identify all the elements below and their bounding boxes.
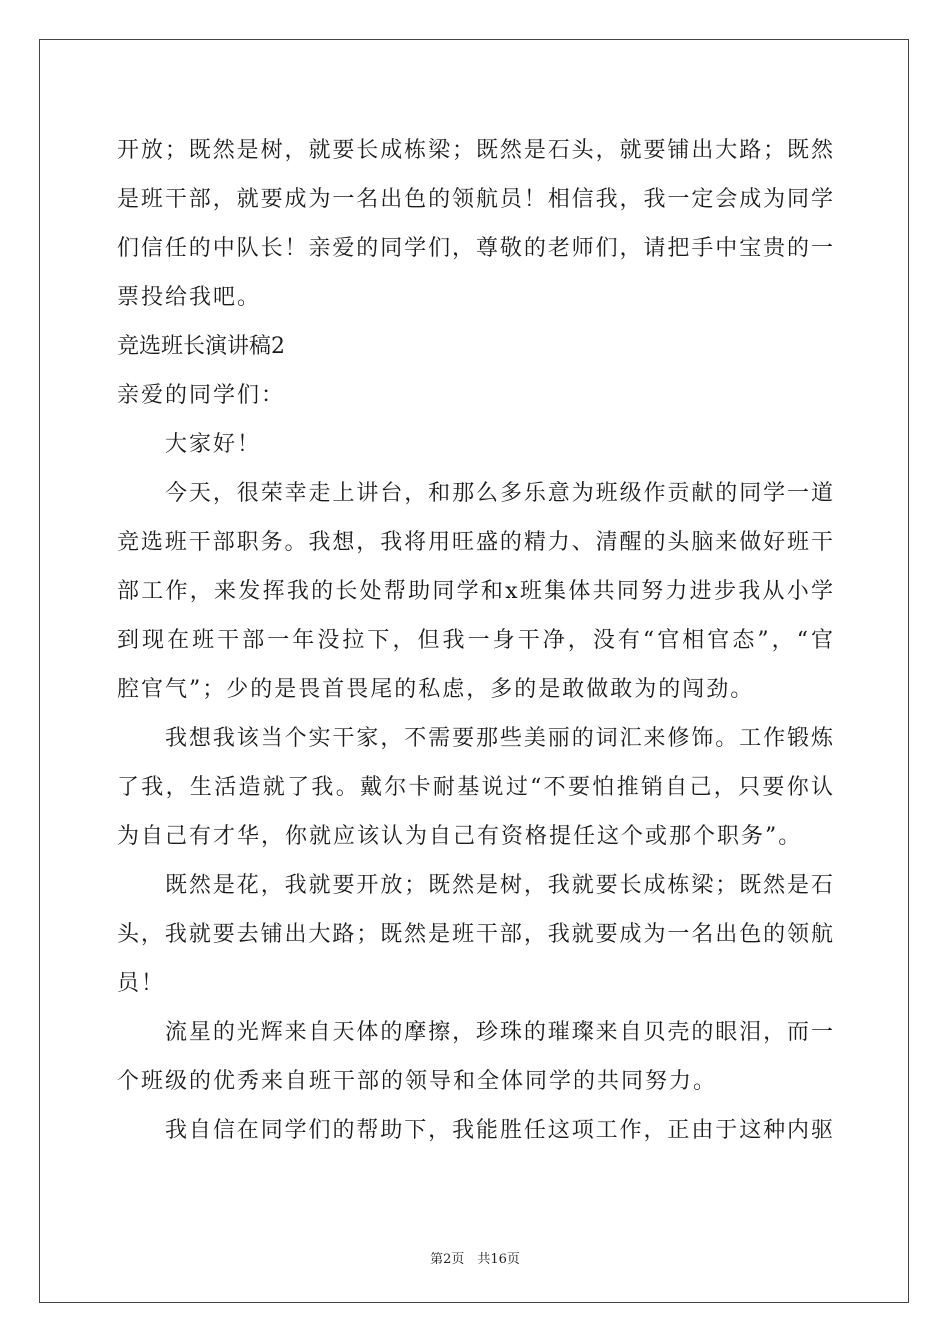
text-line: 到现在班干部一年没拉下，但我一身干净，没有“官相官态”，“官 [117, 628, 833, 653]
text-line: 腔官气”；少的是畏首畏尾的私虑，多的是敢做敢为的闯劲。 [117, 677, 755, 702]
text-line: 竞选班干部职务。我想，我将用旺盛的精力、清醒的头脑来做好班干 [117, 530, 833, 555]
text-line: 开放；既然是树，就要长成栋梁；既然是石头，就要铺出大路；既然 [117, 138, 833, 163]
text-line: 们信任的中队长！亲爱的同学们，尊敬的老师们，请把手中宝贵的一 [117, 236, 833, 261]
text-line: 员！ [117, 971, 166, 996]
text-line: 为自己有才华，你就应该认为自己有资格提任这个或那个职务”。 [117, 824, 803, 849]
page-number: 第2页 共16页 [430, 1252, 520, 1267]
greeting: 大家好！ [165, 432, 262, 457]
section-title: 竞选班长演讲稿2 [117, 334, 285, 359]
text-line: 了我，生活造就了我。戴尔卡耐基说过“不要怕推销自己，只要你认 [117, 775, 833, 800]
text-line: 既然是花，我就要开放；既然是树，我就要长成栋梁；既然是石 [165, 873, 833, 898]
text-line: 头，我就要去铺出大路；既然是班干部，我就要成为一名出色的领航 [117, 922, 833, 947]
text-line: 是班干部，就要成为一名出色的领航员！相信我，我一定会成为同学 [117, 187, 833, 212]
text-line: 票投给我吧。 [117, 285, 262, 310]
salutation: 亲爱的同学们： [117, 383, 286, 408]
text-line: 部工作，来发挥我的长处帮助同学和x班集体共同努力进步我从小学 [117, 579, 833, 604]
text-line: 个班级的优秀来自班干部的领导和全体同学的共同努力。 [117, 1069, 718, 1094]
text-line: 我想我该当个实干家，不需要那些美丽的词汇来修饰。工作锻炼 [165, 726, 833, 751]
document-body [117, 126, 833, 1155]
text-line: 我自信在同学们的帮助下，我能胜任这项工作，正由于这种内驱 [165, 1118, 833, 1143]
text-line: 流星的光辉来自天体的摩擦，珍珠的璀璨来自贝壳的眼泪，而一 [165, 1020, 833, 1045]
text-line: 今天，很荣幸走上讲台，和那么多乐意为班级作贡献的同学一道 [165, 481, 833, 506]
